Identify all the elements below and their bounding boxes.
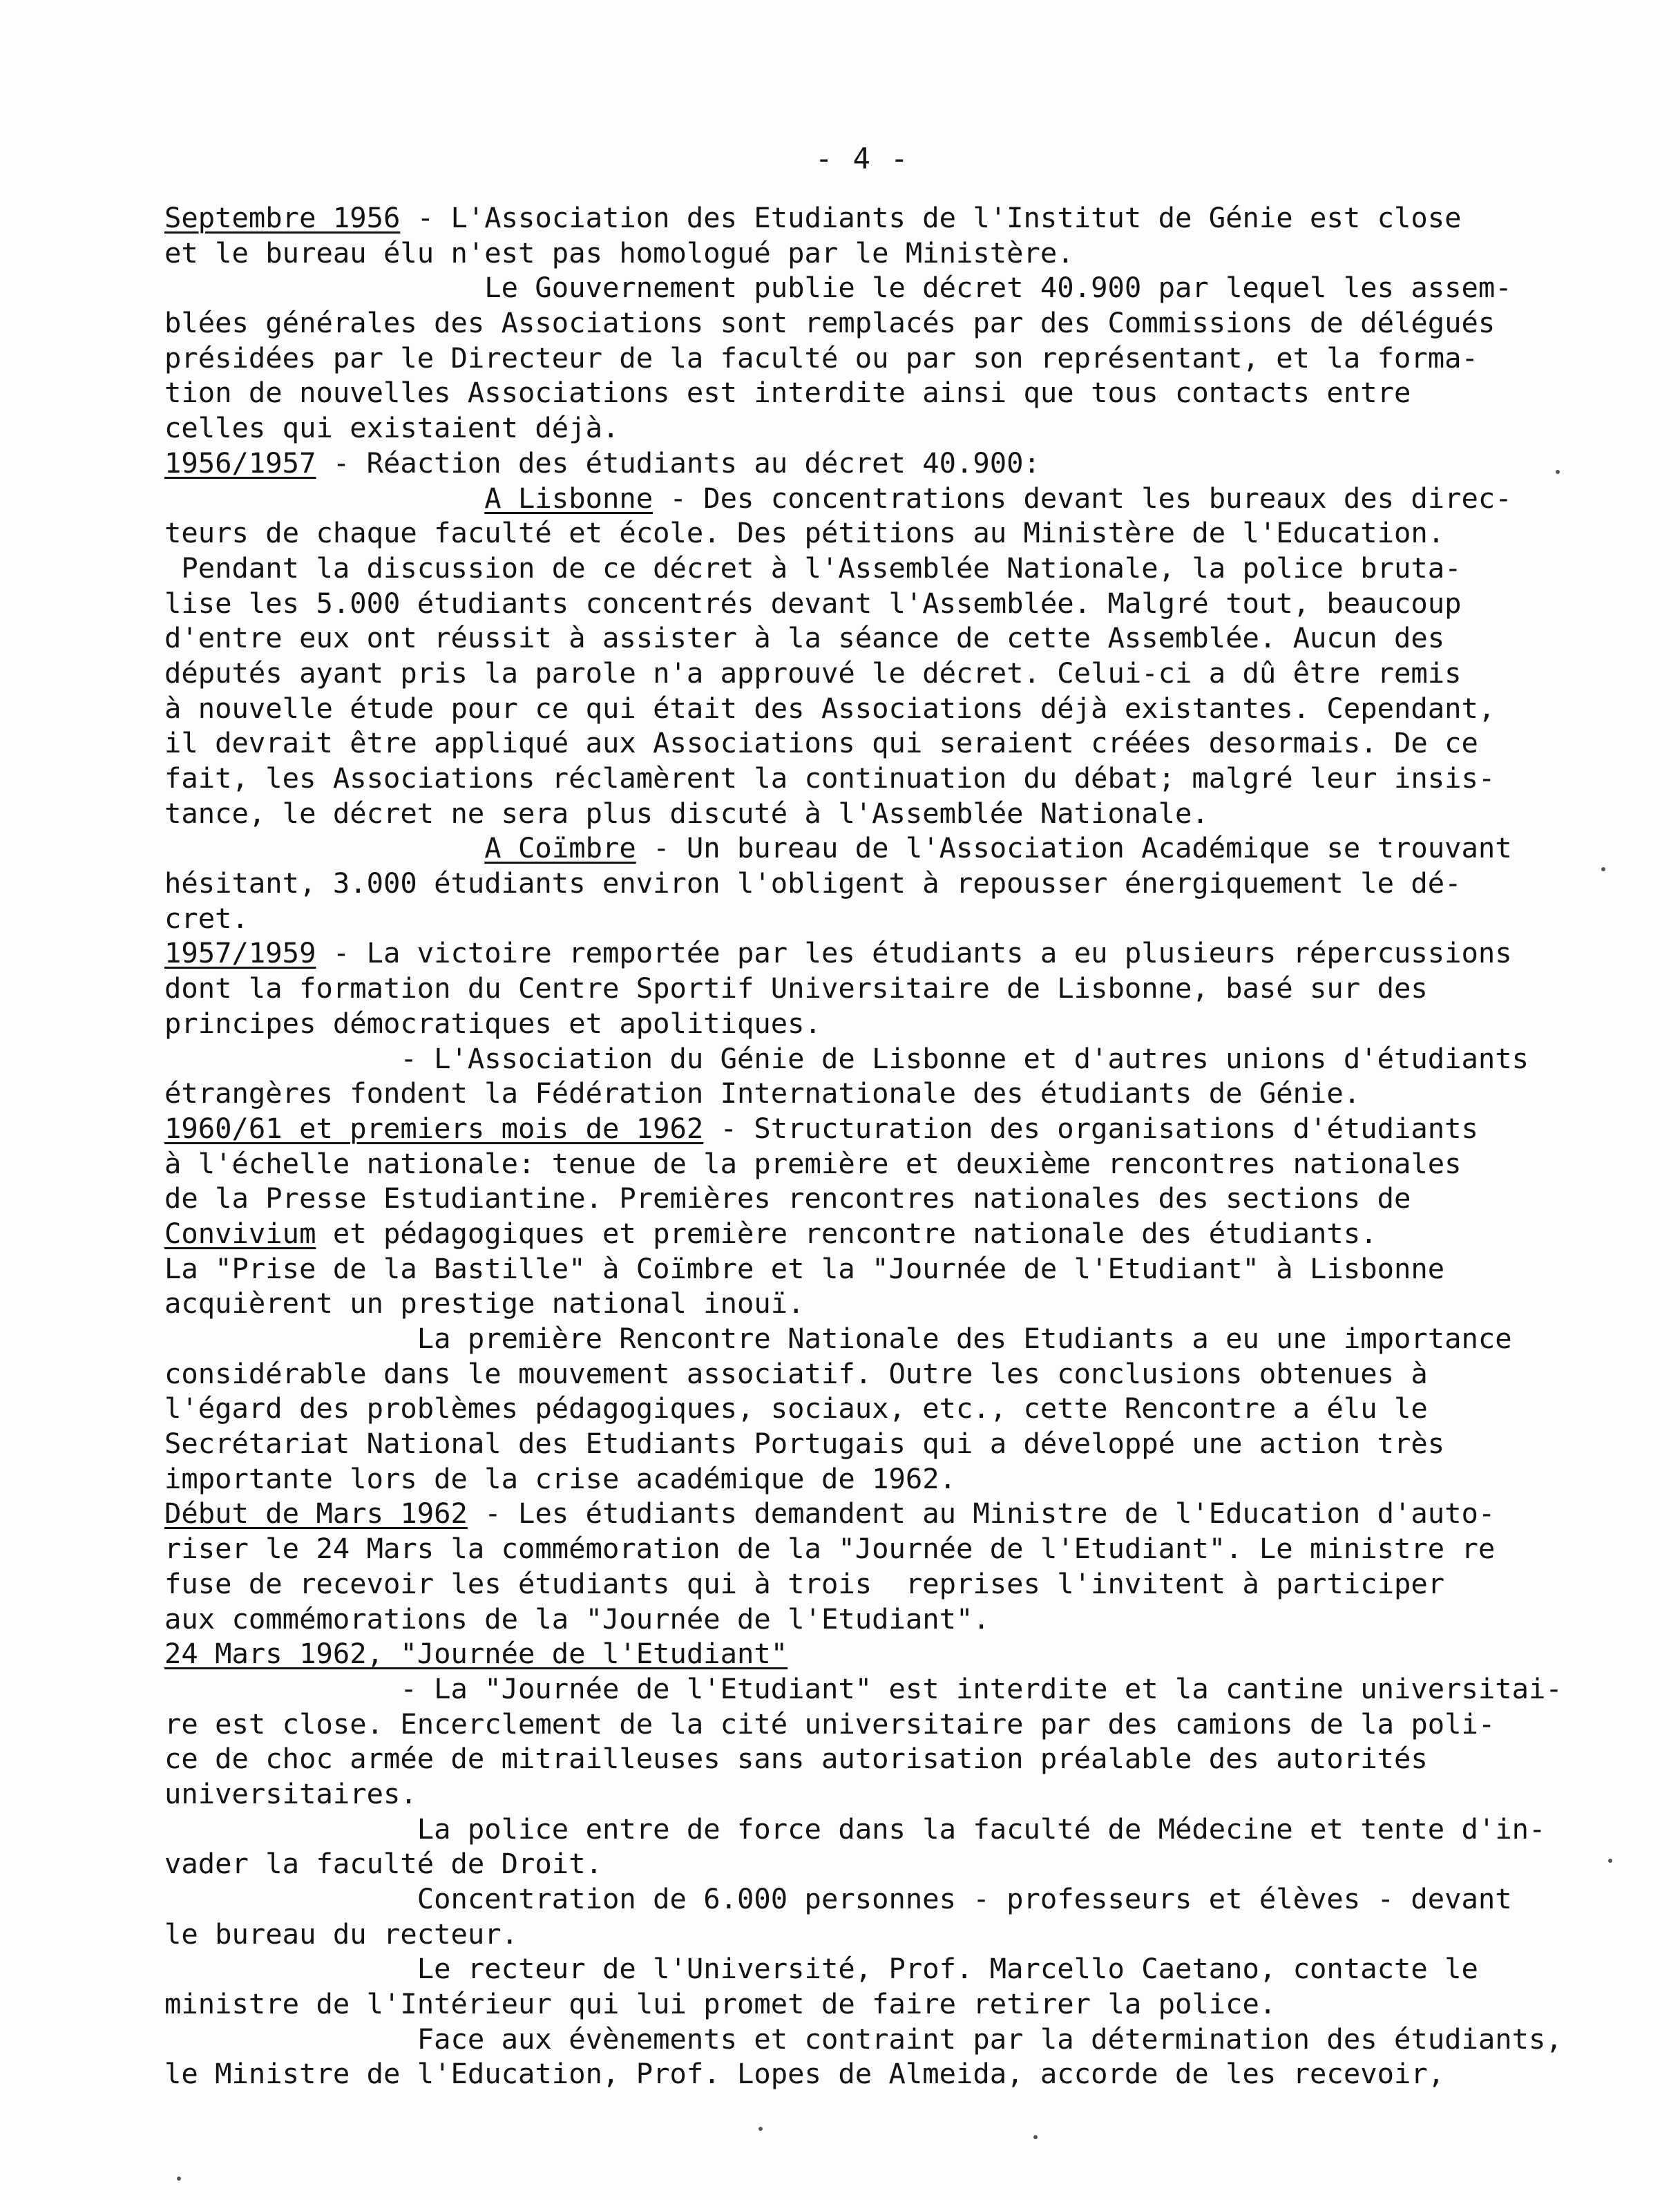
line-text: aux commémorations de la "Journée de l'Etudiant".: [164, 1602, 990, 1635]
line-indent: [164, 831, 484, 864]
underlined-heading: A Coïmbre: [484, 831, 636, 865]
line-text: - La "Journée de l'Etudiant" est interdite et la cantine universitai-: [164, 1671, 1563, 1705]
text-line: [164, 1531, 1560, 1566]
line-text: principes démocratiques et apolitiques.: [164, 1006, 821, 1040]
text-line: [164, 1076, 1560, 1111]
text-line: [164, 410, 1560, 446]
line-text: teurs de chaque faculté et école. Des pétitions au Ministère de l'Education.: [164, 516, 1445, 550]
text-line: [164, 1041, 1560, 1077]
underlined-heading: Début de Mars 1962: [164, 1497, 468, 1530]
line-text: vader la faculté de Droit.: [164, 1847, 602, 1881]
text-line: [164, 1986, 1560, 2022]
text-line: [164, 446, 1560, 481]
scan-speck: [1556, 470, 1560, 474]
text-line: [164, 2056, 1560, 2092]
text-line: [164, 200, 1560, 236]
line-text: La "Prise de la Bastille" à Coïmbre et la "Journée de l'Etudiant" à Lisbonne: [164, 1251, 1445, 1285]
line-text: celles qui existaient déjà.: [164, 411, 620, 445]
underlined-heading: 1956/1957: [164, 446, 316, 480]
text-line: [164, 515, 1560, 551]
text-line: [164, 1602, 1560, 1637]
text-line: [164, 831, 1560, 866]
line-text: à nouvelle étude pour ce qui était des Associations déjà existantes. Cependant,: [164, 691, 1496, 725]
text-line: [164, 726, 1560, 761]
line-text: Le Gouvernement publie le décret 40.900 par lequel les assem-: [164, 271, 1512, 305]
text-line: [164, 1006, 1560, 1041]
text-line: [164, 305, 1560, 341]
line-text: blées générales des Associations sont remplacés par des Commissions de délégués: [164, 306, 1496, 340]
document-body: [164, 200, 1563, 2092]
text-line: [164, 1356, 1560, 1392]
text-line: [164, 936, 1560, 971]
text-line: [164, 1111, 1560, 1146]
underlined-heading: Convivium: [164, 1216, 316, 1250]
text-line: [164, 1776, 1560, 1812]
line-text: il devrait être appliqué aux Associations qui seraient créées desormais. De ce: [164, 726, 1478, 760]
text-line: [164, 341, 1560, 376]
underlined-heading: 1957/1959: [164, 936, 316, 970]
line-text: lise les 5.000 étudiants concentrés devant l'Assemblée. Malgré tout, beaucoup: [164, 586, 1462, 620]
page-number: - 4 -: [815, 142, 910, 176]
text-line: [164, 1812, 1560, 1847]
text-line: [164, 1216, 1560, 1251]
line-text: Pendant la discussion de ce décret à l'Assemblée Nationale, la police bruta-: [164, 551, 1462, 585]
underlined-heading: 24 Mars 1962, "Journée de l'Etudiant": [164, 1637, 788, 1671]
line-text: de la Presse Estudiantine. Premières rencontres nationales des sections de: [164, 1182, 1411, 1215]
line-text: et le bureau élu n'est pas homologué par le Ministère.: [164, 236, 1074, 269]
text-line: [164, 551, 1560, 586]
line-text: La première Rencontre Nationale des Etudiants a eu une importance: [164, 1322, 1512, 1355]
line-text: - L'Association des Etudiants de l'Institut de Génie est close: [400, 201, 1462, 234]
text-line: [164, 375, 1560, 410]
line-text: - Réaction des étudiants au décret 40.900:: [316, 446, 1040, 480]
line-text: re est close. Encerclement de la cité universitaire par des camions de la poli-: [164, 1707, 1496, 1741]
line-text: tance, le décret ne sera plus discuté à l'Assemblée Nationale.: [164, 796, 1209, 830]
line-text: Concentration de 6.000 personnes - professeurs et élèves - devant: [164, 1882, 1512, 1915]
text-line: [164, 2022, 1563, 2057]
text-line: [164, 866, 1560, 901]
text-line: [164, 1286, 1560, 1321]
line-text: hésitant, 3.000 étudiants environ l'obligent à repousser énergiquement le dé-: [164, 866, 1462, 900]
scan-speck: [1608, 1859, 1612, 1863]
line-text: - Structuration des organisations d'étudiants: [703, 1111, 1478, 1145]
text-line: [164, 1741, 1560, 1776]
line-text: La police entre de force dans la faculté de Médecine et tente d'in-: [164, 1812, 1546, 1846]
line-text: Le recteur de l'Université, Prof. Marcello Caetano, contacte le: [164, 1952, 1478, 1986]
line-text: dont la formation du Centre Sportif Universitaire de Lisbonne, basé sur des: [164, 971, 1428, 1005]
line-text: ce de choc armée de mitrailleuses sans autorisation préalable des autorités: [164, 1742, 1428, 1776]
line-text: ministre de l'Intérieur qui lui promet de faire retirer la police.: [164, 1987, 1277, 2021]
line-text: cret.: [164, 901, 249, 935]
line-text: considérable dans le mouvement associatif. Outre les conclusions obtenues à: [164, 1356, 1428, 1390]
text-line: [164, 1846, 1560, 1881]
scan-speck: [758, 2127, 763, 2131]
line-text: acquièrent un prestige national inouï.: [164, 1287, 805, 1320]
line-text: présidées par le Directeur de la faculté ou par son représentant, et la forma-: [164, 341, 1478, 374]
line-text: Face aux évènements et contraint par la détermination des étudiants,: [164, 2022, 1563, 2056]
text-line: [164, 620, 1560, 656]
line-text: - Des concentrations devant les bureaux des direc-: [653, 481, 1512, 515]
line-text: étrangères fondent la Fédération Internationale des étudiants de Génie.: [164, 1077, 1361, 1110]
text-line: [164, 1146, 1560, 1182]
underlined-heading: 1960/61 et premiers mois de 1962: [164, 1111, 704, 1145]
text-line: [164, 1881, 1560, 1917]
text-line: [164, 796, 1560, 831]
line-text: tion de nouvelles Associations est interdite ainsi que tous contacts entre: [164, 376, 1411, 410]
line-text: et pédagogiques et première rencontre nationale des étudiants.: [316, 1216, 1377, 1250]
text-line: [164, 586, 1560, 621]
line-text: d'entre eux ont réussit à assister à la séance de cette Assemblée. Aucun des: [164, 621, 1445, 655]
text-line: [164, 1496, 1560, 1531]
text-line: [164, 1917, 1560, 1952]
line-text: à l'échelle nationale: tenue de la première et deuxième rencontres nationales: [164, 1146, 1462, 1180]
scan-speck: [1601, 867, 1605, 871]
text-line: [164, 971, 1560, 1006]
text-line: [164, 1426, 1560, 1461]
line-text: - L'Association du Génie de Lisbonne et d'autres unions d'étudiants: [164, 1041, 1529, 1075]
line-text: Secrétariat National des Etudiants Portugais qui a développé une action très: [164, 1427, 1445, 1461]
text-line: [164, 761, 1560, 796]
text-line: [164, 1671, 1563, 1707]
underlined-heading: Septembre 1956: [164, 201, 401, 234]
line-indent: [164, 482, 484, 515]
scan-speck: [177, 2177, 181, 2181]
text-line: [164, 1951, 1560, 1986]
text-line: [164, 236, 1560, 271]
line-text: fuse de recevoir les étudiants qui à trois reprises l'invitent à participer: [164, 1566, 1445, 1600]
text-line: [164, 481, 1560, 516]
text-line: [164, 1391, 1560, 1426]
text-line: [164, 1251, 1560, 1287]
line-text: riser le 24 Mars la commémoration de la "Journée de l'Etudiant". Le ministre re: [164, 1532, 1496, 1566]
line-text: fait, les Associations réclamèrent la continuation du débat; malgré leur insis-: [164, 761, 1496, 795]
text-line: [164, 691, 1560, 726]
line-text: - Les étudiants demandent au Ministre de l'Education d'auto-: [467, 1497, 1496, 1530]
text-line: [164, 1461, 1560, 1497]
line-text: le Ministre de l'Education, Prof. Lopes de Almeida, accorde de les recevoir,: [164, 2057, 1445, 2091]
text-line: [164, 1636, 1560, 1671]
text-line: [164, 270, 1560, 305]
text-line: [164, 1566, 1560, 1602]
text-line: [164, 1707, 1560, 1742]
line-text: l'égard des problèmes pédagogiques, sociaux, etc., cette Rencontre a élu le: [164, 1392, 1428, 1425]
line-text: le bureau du recteur.: [164, 1917, 519, 1951]
line-text: - La victoire remportée par les étudiants a eu plusieurs répercussions: [316, 936, 1512, 970]
line-text: importante lors de la crise académique de 1962.: [164, 1461, 957, 1495]
text-line: [164, 656, 1560, 691]
text-line: [164, 1321, 1560, 1356]
line-text: - Un bureau de l'Association Académique se trouvant: [636, 831, 1512, 865]
text-line: [164, 901, 1560, 936]
line-text: députés ayant pris la parole n'a approuvé le décret. Celui-ci a dû être remis: [164, 656, 1462, 690]
scan-speck: [1033, 2135, 1038, 2139]
underlined-heading: A Lisbonne: [484, 481, 653, 515]
line-text: universitaires.: [164, 1776, 417, 1810]
text-line: [164, 1181, 1560, 1216]
